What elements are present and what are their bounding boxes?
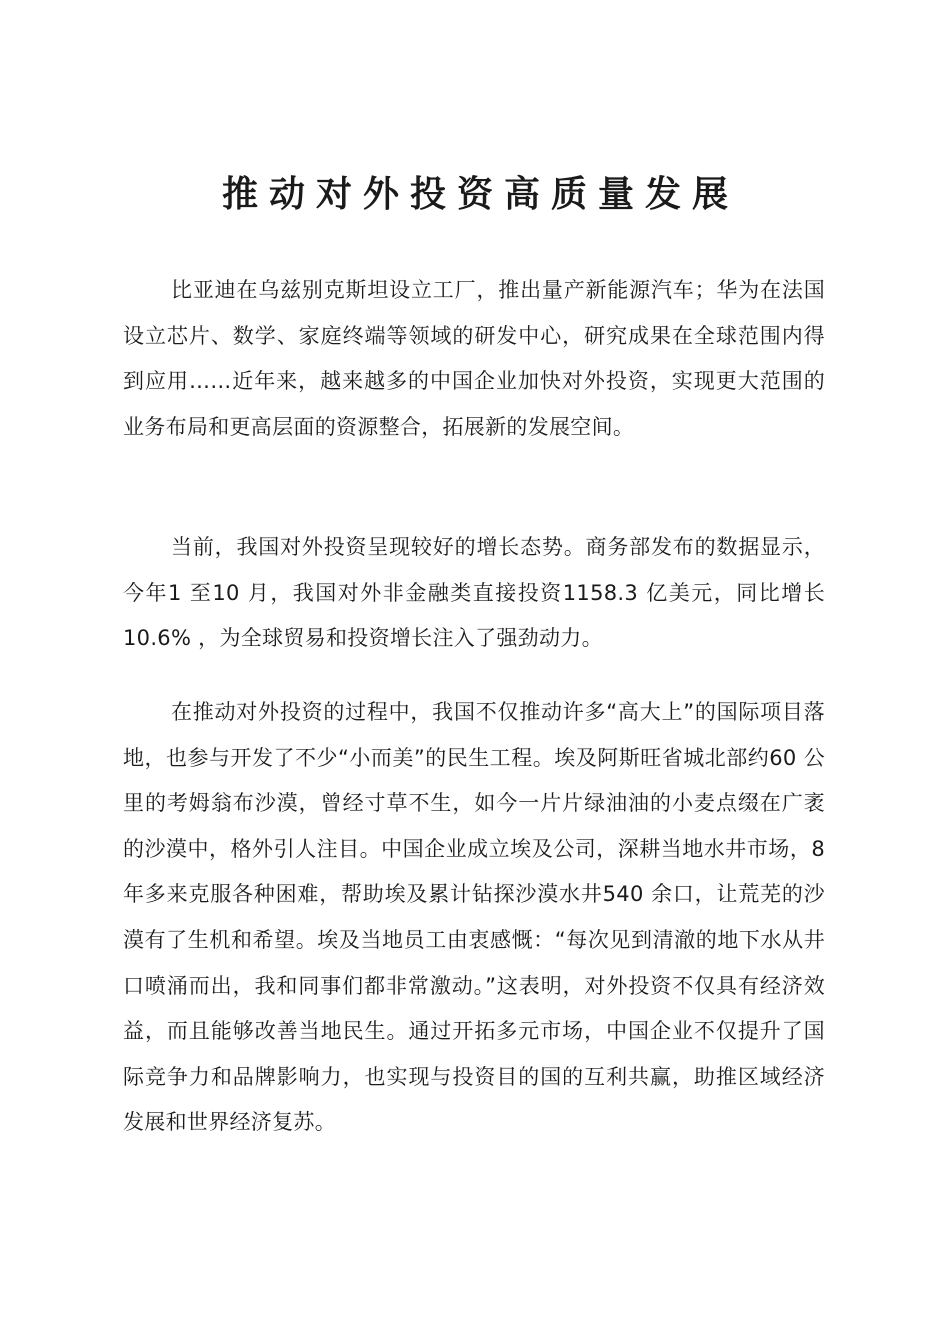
paragraph-3: 在推动对外投资的过程中，我国不仅推动许多“高大上”的国际项目落地，也参与开发了不少“小而美”的民生工程。埃及阿斯旺省城北部约60 公里的考姆翁布沙漠，曾经寸草不生，如今一片片绿油油的小麦点缀在广袤的沙漠中，格外引人注目。中国企业成立埃及公司，深耕当地水井市场，8 年多来克服各种困难，帮助埃及累计钻探沙漠水井540 余口，让荒芜的沙漠有了生机和希望。埃及当地员工由衷感慨：“每次见到清澈的地下水从井口喷涌而出，我和同事们都非常激动。”这表明，对外投资不仅具有经济效益，而且能够改善当地民生。通过开拓多元市场，中国企业不仅提升了国际竞争力和品牌影响力，也实现与投资目的国的互利共赢，助推区域经济发展和世界经济复苏。 xyxy=(123,700,825,1135)
paragraph-2: 当前，我国对外投资呈现较好的增长态势。商务部发布的数据显示，今年1 至10 月，我国对外非金融类直接投资1158.3 亿美元，同比增长10.6% ，为全球贸易和投资增长注入了强劲动力。 xyxy=(123,535,825,651)
paragraph-1: 比亚迪在乌兹别克斯坦设立工厂，推出量产新能源汽车；华为在法国设立芯片、数学、家庭终端等领域的研发中心，研究成果在全球范围内得到应用……近年来，越来越多的中国企业加快对外投资，实现更大范围的业务布局和更高层面的资源整合，拓展新的发展空间。 xyxy=(123,278,825,439)
article-title: 推动对外投资高质量发展 xyxy=(221,174,739,215)
